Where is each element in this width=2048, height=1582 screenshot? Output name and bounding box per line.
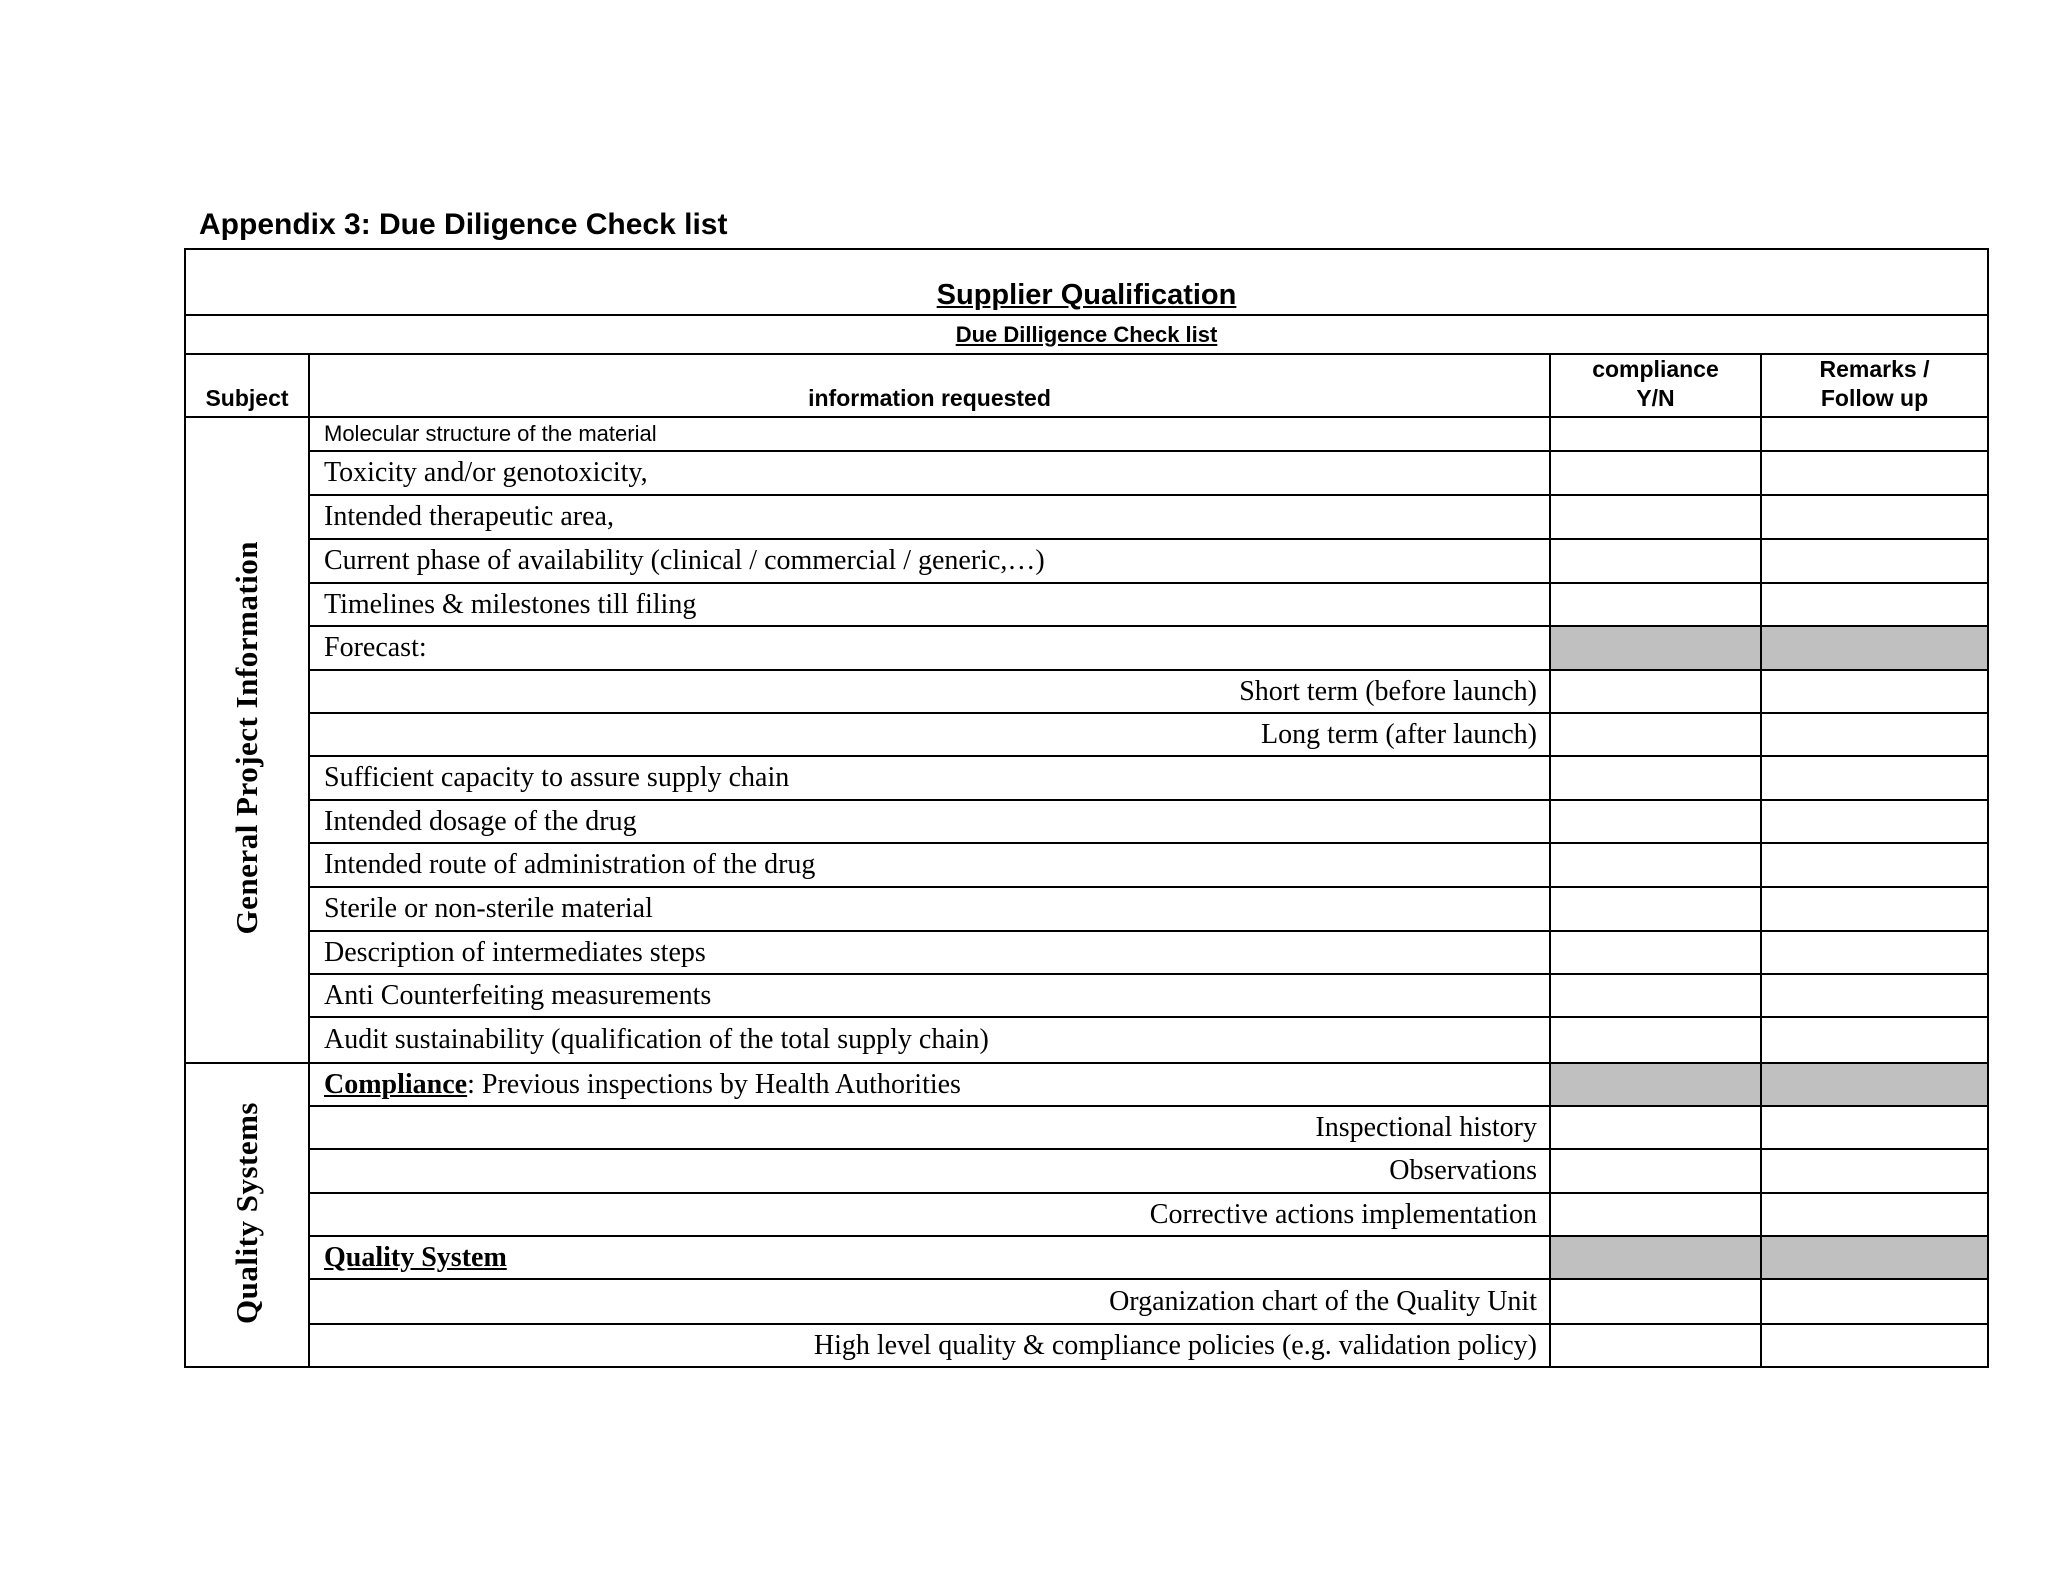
information-cell — [309, 843, 1550, 887]
compliance-cell[interactable] — [1550, 931, 1761, 974]
section-subject-label: General Project Information — [229, 540, 264, 935]
information-cell — [309, 417, 1550, 451]
remarks-cell[interactable] — [1761, 1279, 1988, 1324]
header-subject-label: Subject — [205, 385, 289, 411]
information-cell — [309, 1149, 1550, 1193]
due-diligence-table — [184, 248, 1989, 1368]
header-information — [309, 354, 1550, 417]
remarks-cell[interactable] — [1761, 931, 1988, 974]
table-row — [185, 583, 1988, 626]
compliance-cell[interactable] — [1550, 1149, 1761, 1193]
remarks-cell — [1761, 1236, 1988, 1279]
table-row — [185, 887, 1988, 931]
information-cell — [309, 583, 1550, 626]
information-cell — [309, 1017, 1550, 1063]
remarks-cell[interactable] — [1761, 1149, 1988, 1193]
information-cell — [309, 974, 1550, 1017]
table-row — [185, 1106, 1988, 1149]
table-row — [185, 843, 1988, 887]
remarks-cell[interactable] — [1761, 974, 1988, 1017]
remarks-cell — [1761, 626, 1988, 670]
information-text: Anti Counterfeiting measurements — [324, 979, 712, 1011]
information-cell — [309, 1324, 1550, 1367]
compliance-cell[interactable] — [1550, 843, 1761, 887]
remarks-cell[interactable] — [1761, 756, 1988, 800]
table-row — [185, 670, 1988, 713]
information-cell — [309, 451, 1550, 495]
compliance-cell[interactable] — [1550, 670, 1761, 713]
header-remarks — [1761, 354, 1988, 417]
section-subject-label: Quality Systems — [229, 1101, 264, 1324]
table-row — [185, 1193, 1988, 1236]
information-cell — [309, 495, 1550, 539]
information-text: Current phase of availability (clinical / commercial / generic,…) — [324, 545, 1045, 576]
table-title-row — [185, 249, 1988, 315]
information-cell — [309, 800, 1550, 843]
header-subject — [185, 354, 309, 417]
remarks-cell[interactable] — [1761, 539, 1988, 583]
table-row — [185, 756, 1988, 800]
compliance-cell[interactable] — [1550, 583, 1761, 626]
table-row — [185, 451, 1988, 495]
table-row — [185, 1149, 1988, 1193]
table-row — [185, 800, 1988, 843]
table-row — [185, 626, 1988, 670]
section-subject-cell — [185, 417, 309, 1063]
remarks-cell[interactable] — [1761, 800, 1988, 843]
compliance-cell[interactable] — [1550, 539, 1761, 583]
information-text: Description of intermediates steps — [324, 936, 706, 968]
table-title: Supplier Qualification — [936, 279, 1237, 311]
table-row — [185, 931, 1988, 974]
table-title-cell — [185, 249, 1988, 315]
remarks-cell[interactable] — [1761, 887, 1988, 931]
information-text: Molecular structure of the material — [324, 421, 657, 446]
information-text: : Previous inspections by Health Authorities — [467, 1068, 961, 1100]
table-subtitle-row — [185, 315, 1988, 354]
table-row — [185, 713, 1988, 756]
information-cell — [309, 539, 1550, 583]
table-row — [185, 1279, 1988, 1324]
information-text: Sufficient capacity to assure supply chain — [324, 762, 790, 793]
compliance-cell[interactable] — [1550, 756, 1761, 800]
compliance-cell[interactable] — [1550, 1017, 1761, 1063]
compliance-cell[interactable] — [1550, 417, 1761, 451]
header-compliance-line2: Y/N — [1636, 385, 1675, 411]
information-text: Short term (before launch) — [1239, 675, 1537, 707]
information-cell — [309, 1236, 1550, 1279]
information-cell — [309, 713, 1550, 756]
remarks-cell[interactable] — [1761, 670, 1988, 713]
remarks-cell[interactable] — [1761, 843, 1988, 887]
information-text: Intended dosage of the drug — [324, 805, 637, 837]
remarks-cell[interactable] — [1761, 1193, 1988, 1236]
table-subtitle-cell — [185, 315, 1988, 354]
header-remarks-line2: Follow up — [1820, 385, 1929, 411]
table-row — [185, 495, 1988, 539]
information-text: Long term (after launch) — [1261, 718, 1537, 750]
compliance-cell[interactable] — [1550, 887, 1761, 931]
information-text: Audit sustainability (qualification of the total supply chain) — [324, 1024, 989, 1055]
table-row — [185, 1236, 1988, 1279]
information-cell — [309, 670, 1550, 713]
remarks-cell[interactable] — [1761, 1324, 1988, 1367]
header-compliance-line1: compliance — [1592, 356, 1719, 382]
information-text: Toxicity and/or genotoxicity, — [324, 457, 648, 488]
information-cell — [309, 756, 1550, 800]
compliance-cell[interactable] — [1550, 1193, 1761, 1236]
information-cell — [309, 1063, 1550, 1106]
table-row — [185, 1324, 1988, 1367]
information-text: High level quality & compliance policies (e.g. validation policy) — [813, 1329, 1537, 1361]
information-text: Forecast: — [324, 632, 427, 663]
compliance-cell — [1550, 1063, 1761, 1106]
information-cell — [309, 626, 1550, 670]
table-row — [185, 539, 1988, 583]
information-cell — [309, 1193, 1550, 1236]
compliance-cell[interactable] — [1550, 1106, 1761, 1149]
section-heading-text: Compliance — [324, 1068, 468, 1100]
compliance-cell[interactable] — [1550, 451, 1761, 495]
information-cell — [309, 931, 1550, 974]
compliance-cell[interactable] — [1550, 713, 1761, 756]
header-remarks-line1: Remarks / — [1819, 356, 1930, 382]
information-cell — [309, 1106, 1550, 1149]
appendix-title: Appendix 3: Due Diligence Check list — [199, 208, 728, 241]
remarks-cell[interactable] — [1761, 583, 1988, 626]
header-row — [185, 354, 1988, 417]
information-text: Organization chart of the Quality Unit — [1109, 1285, 1537, 1317]
information-text: Intended route of administration of the drug — [324, 849, 816, 880]
information-text: Observations — [1389, 1155, 1537, 1186]
table-row — [185, 974, 1988, 1017]
information-text: Timelines & milestones till filing — [324, 588, 697, 620]
compliance-cell — [1550, 626, 1761, 670]
compliance-cell[interactable] — [1550, 1324, 1761, 1367]
remarks-cell[interactable] — [1761, 451, 1988, 495]
compliance-cell[interactable] — [1550, 1279, 1761, 1324]
table-subtitle: Due Dilligence Check list — [955, 321, 1218, 347]
compliance-cell[interactable] — [1550, 974, 1761, 1017]
header-compliance — [1550, 354, 1761, 417]
information-text: Inspectional history — [1315, 1111, 1537, 1143]
remarks-cell[interactable] — [1761, 1017, 1988, 1063]
remarks-cell[interactable] — [1761, 1106, 1988, 1149]
remarks-cell[interactable] — [1761, 417, 1988, 451]
compliance-cell[interactable] — [1550, 495, 1761, 539]
compliance-cell — [1550, 1236, 1761, 1279]
remarks-cell[interactable] — [1761, 495, 1988, 539]
information-text: Intended therapeutic area, — [324, 501, 614, 532]
section-subject-cell — [185, 1063, 309, 1367]
remarks-cell[interactable] — [1761, 713, 1988, 756]
section-heading-text: Quality System — [324, 1241, 507, 1273]
compliance-cell[interactable] — [1550, 800, 1761, 843]
header-information-label: information requested — [808, 385, 1051, 411]
information-text: Sterile or non-sterile material — [324, 893, 653, 924]
information-text: Corrective actions implementation — [1149, 1198, 1537, 1230]
table-row — [185, 1063, 1988, 1106]
information-cell — [309, 1279, 1550, 1324]
remarks-cell — [1761, 1063, 1988, 1106]
table-row — [185, 417, 1988, 451]
information-cell — [309, 887, 1550, 931]
table-row — [185, 1017, 1988, 1063]
